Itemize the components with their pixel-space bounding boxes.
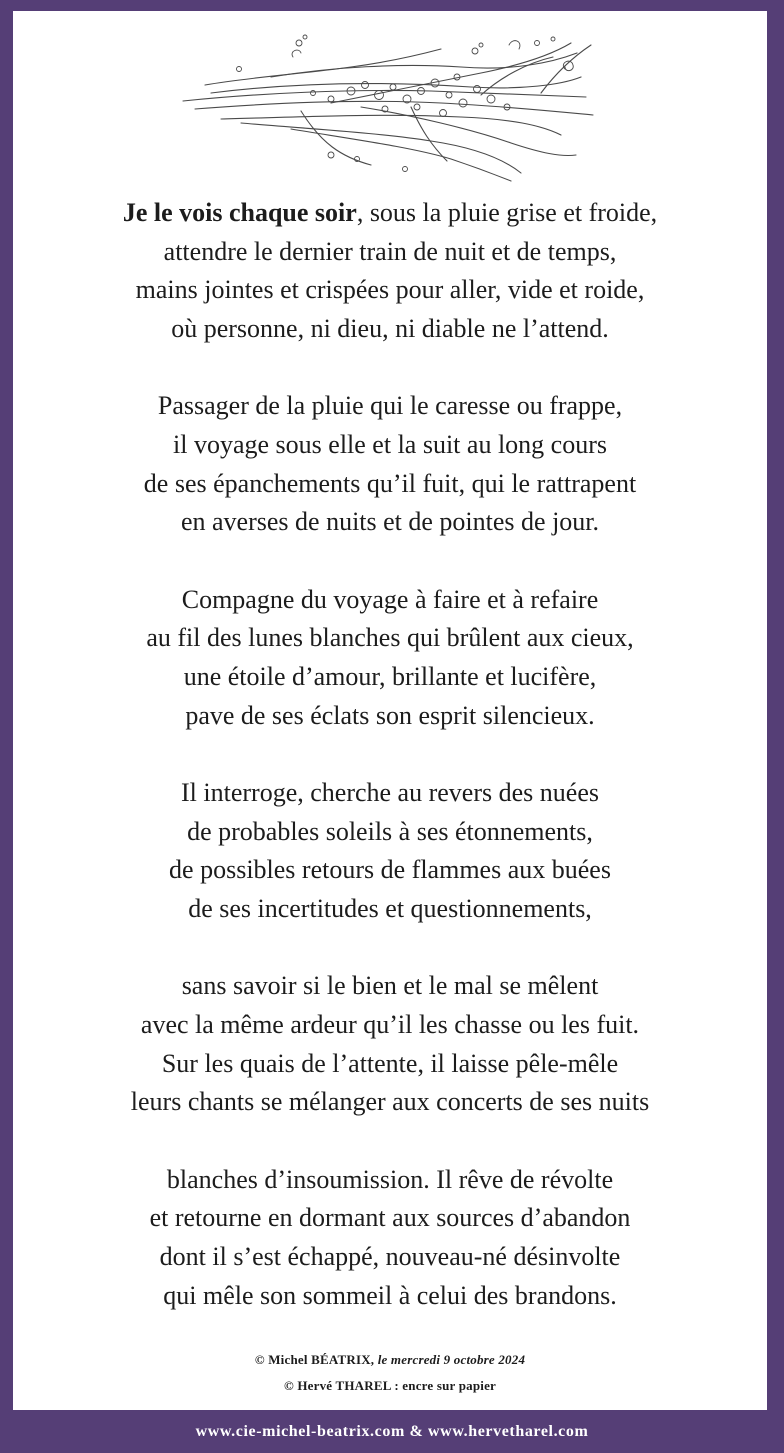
poem-line: de possibles retours de flammes aux buées xyxy=(169,855,611,885)
poem-line: de probables soleils à ses étonnements, xyxy=(187,816,593,846)
stanza xyxy=(13,774,767,929)
stanza xyxy=(13,387,767,542)
poem-line: dont il s’est échappé, nouveau-né désinvolte xyxy=(159,1241,621,1271)
poem-incipit: Je le vois chaque soir xyxy=(122,198,357,227)
poem-line: en averses de nuits et de pointes de jour. xyxy=(180,507,600,537)
poem-line: de ses incertitudes et questionnements, xyxy=(188,894,592,924)
poem-line xyxy=(13,194,767,233)
stanza xyxy=(13,581,767,736)
author-name: © Michel BÉATRIX, xyxy=(254,1352,375,1367)
poem xyxy=(13,194,767,1354)
poem-line: au fil des lunes blanches qui brûlent aux cieux, xyxy=(146,623,634,653)
poem-line: mains jointes et crispées pour aller, vide et roide, xyxy=(135,275,645,305)
stanza xyxy=(13,194,767,349)
illustration-credit: © Hervé THAREL : encre sur papier xyxy=(283,1378,497,1393)
poem-line: il voyage sous elle et la suit au long cours xyxy=(173,430,607,460)
author-credit xyxy=(13,1352,767,1368)
poem-line-rest: , sous la pluie grise et froide, xyxy=(356,198,658,227)
poem-line: Passager de la pluie qui le caresse ou frappe, xyxy=(157,391,623,421)
poem-date: le mercredi 9 octobre 2024 xyxy=(377,1352,526,1367)
poem-line: leurs chants se mélanger aux concerts de ses nuits xyxy=(130,1087,650,1117)
poem-line: Compagne du voyage à faire et à refaire xyxy=(181,584,599,614)
stanza xyxy=(13,967,767,1122)
poem-line: blanches d’insoumission. Il rêve de révolte xyxy=(166,1164,614,1194)
stanza xyxy=(13,1161,767,1316)
poem-line: pave de ses éclats son esprit silencieux. xyxy=(185,700,595,730)
poem-line: sans savoir si le bien et le mal se mêlent xyxy=(181,971,599,1001)
poem-line: Il interroge, cherche au revers des nuées xyxy=(181,777,599,807)
poem-line: Sur les quais de l’attente, il laisse pêle-mêle xyxy=(161,1048,619,1078)
poem-line: qui mêle son sommeil à celui des brandons. xyxy=(163,1280,617,1310)
poem-line: où personne, ni dieu, ni diable ne l’attend. xyxy=(171,314,609,344)
poem-line: de ses épanchements qu’il fuit, qui le rattrapent xyxy=(143,468,637,498)
poem-line: et retourne en dormant aux sources d’abandon xyxy=(149,1203,631,1233)
poem-card xyxy=(13,11,767,1410)
poem-line: une étoile d’amour, brillante et lucifère, xyxy=(183,662,597,692)
footer-links[interactable]: www.cie-michel-beatrix.com & www.hervetharel.com xyxy=(195,1423,589,1440)
poem-line: attendre le dernier train de nuit et de temps, xyxy=(163,236,617,266)
poem-line: avec la même ardeur qu’il les chasse ou les fuit. xyxy=(140,1009,640,1039)
ink-branch-illustration xyxy=(181,33,601,183)
